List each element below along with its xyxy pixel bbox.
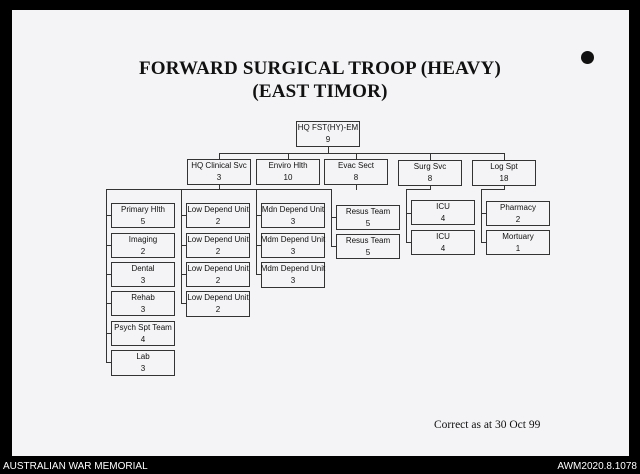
node-mortuary [486,230,550,255]
node-name: Lab [136,352,150,361]
node-name: Enviro Hlth [268,161,308,170]
node-name: Dental [131,263,155,273]
node-count: 4 [440,213,446,223]
node-count: 2 [215,275,221,285]
node-hq-name: HQ FST(HY)-EM [297,123,359,132]
node-count: 2 [140,246,146,256]
node-count: 3 [290,276,296,285]
node-lab [111,350,175,376]
node-icu [411,200,475,225]
node-count: 3 [140,304,146,314]
node-dental [111,262,175,287]
node-count: 5 [140,216,146,226]
node-name: Surg Svc [413,162,447,171]
node-name: Evac Sect [337,161,374,170]
node-name: Mdm Depend Unit [260,234,326,244]
node-name: Mdn Depend Unit [261,204,325,214]
node-count: 2 [515,214,521,224]
node-low-depend-unit [186,291,250,317]
node-name: Primary Hlth [120,204,165,214]
node-log-spt [472,160,536,186]
node-hq-clinical-svc [187,159,251,185]
node-name: HQ Clinical Svc [191,161,247,170]
node-name: Low Depend Unit [187,204,249,214]
node-name: Rehab [131,292,155,302]
node-count: 5 [365,247,371,257]
node-mdm-depend-unit [261,262,325,288]
caption-accession-number: AWM2020.8.1078 [557,461,637,472]
node-count: 3 [216,173,222,182]
chart-title-line1: FORWARD SURGICAL TROOP (HEAVY) [139,58,501,79]
node-name: Mortuary [502,231,534,241]
node-evac-sect [324,159,388,185]
node-count: 3 [290,246,296,256]
node-count: 3 [140,364,146,373]
node-pharmacy [486,201,550,226]
node-hq [296,121,360,147]
node-name: Low Depend Unit [187,234,249,244]
node-count: 3 [290,216,296,226]
node-count: 10 [283,173,293,182]
node-name: Low Depend Unit [187,293,249,302]
node-count: 8 [353,173,359,182]
node-count: 1 [515,243,521,253]
node-name: ICU [436,201,450,211]
node-imaging [111,233,175,258]
node-low-depend-unit [186,262,250,287]
node-resus-team [336,234,400,259]
node-count: 3 [140,275,146,285]
node-low-depend-unit [186,233,250,258]
node-name: Psych Spt Team [114,322,172,332]
node-name: Pharmacy [499,202,536,212]
node-primary-hlth [111,203,175,228]
node-mdn-depend-unit [261,203,325,228]
node-name: Log Spt [490,162,518,171]
node-count: 4 [440,243,446,253]
correct-as-at-note: Correct as at 30 Oct 99 [434,419,541,431]
node-count: 2 [215,305,221,314]
node-surg-svc [398,160,462,186]
node-name: Low Depend Unit [187,263,249,273]
node-count: 2 [215,246,221,256]
node-mdm-depend-unit [261,233,325,258]
node-count: 4 [140,334,146,344]
node-count: 2 [215,216,221,226]
node-name: Imaging [128,234,158,244]
node-icu [411,230,475,255]
node-psych-spt-team [111,321,175,346]
node-name: Mdm Depend Unit [260,264,326,273]
node-name: Resus Team [345,235,391,245]
chart-title-line2: (EAST TIMOR) [252,81,388,102]
node-count: 18 [499,174,509,183]
node-enviro-hlth [256,159,320,185]
node-hq-count: 9 [325,135,331,144]
node-rehab [111,291,175,316]
node-name: ICU [436,231,450,241]
node-count: 5 [365,218,371,228]
node-resus-team [336,205,400,230]
node-name: Resus Team [345,206,391,216]
node-low-depend-unit [186,203,250,228]
caption-institution: AUSTRALIAN WAR MEMORIAL [3,461,148,472]
node-count: 8 [427,174,433,183]
